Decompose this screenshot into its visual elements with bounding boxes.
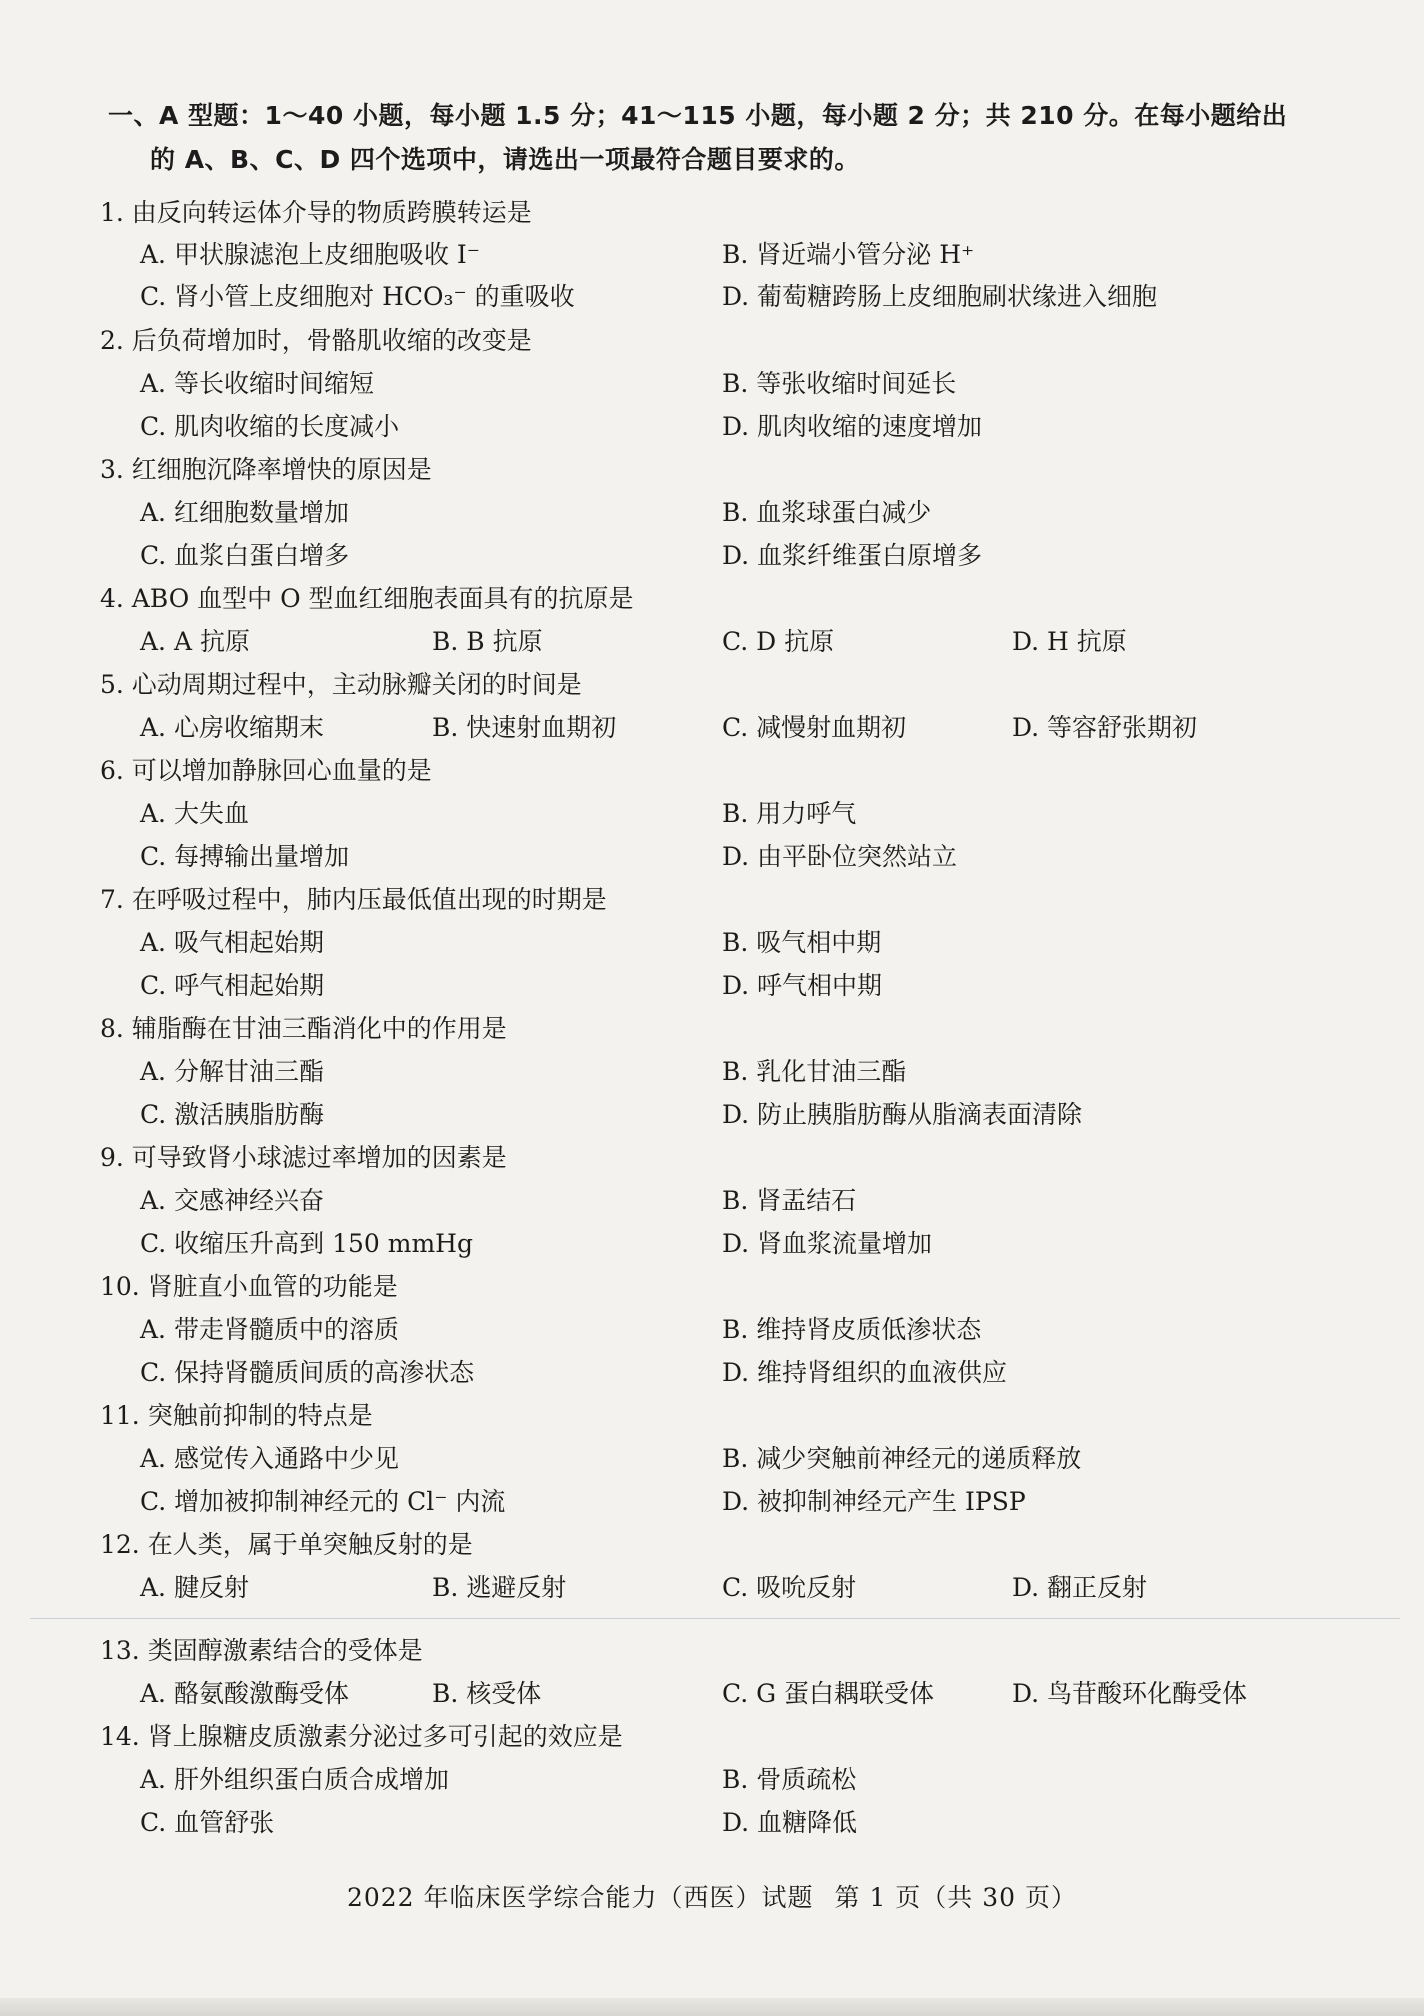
option-b: B. B 抗原 bbox=[432, 627, 543, 656]
option-b: B. 血浆球蛋白减少 bbox=[722, 498, 932, 527]
option-c: C. G 蛋白耦联受体 bbox=[722, 1679, 935, 1708]
option-b: B. 肾盂结石 bbox=[722, 1186, 857, 1215]
footer-exam-title: 2022 年临床医学综合能力（西医）试题 bbox=[346, 1883, 814, 1912]
option-d: D. 被抑制神经元产生 IPSP bbox=[722, 1487, 1026, 1516]
option-c: C. D 抗原 bbox=[722, 627, 835, 656]
option-a: A. 腱反射 bbox=[140, 1573, 249, 1602]
option-c: C. 保持肾髓质间质的高渗状态 bbox=[140, 1358, 475, 1387]
option-d: D. 维持肾组织的血液供应 bbox=[722, 1358, 1008, 1387]
question-stem: 5. 心动周期过程中，主动脉瓣关闭的时间是 bbox=[100, 670, 582, 699]
option-b: B. 用力呼气 bbox=[722, 799, 857, 828]
option-a: A. 分解甘油三酯 bbox=[140, 1057, 324, 1086]
option-d: D. 肌肉收缩的速度增加 bbox=[722, 412, 983, 441]
option-a: A. 吸气相起始期 bbox=[140, 928, 324, 957]
option-c: C. 吸吮反射 bbox=[722, 1573, 857, 1602]
option-b: B. 乳化甘油三酯 bbox=[722, 1057, 907, 1086]
question-stem: 6. 可以增加静脉回心血量的是 bbox=[100, 756, 432, 785]
question-stem: 14. 肾上腺糖皮质激素分泌过多可引起的效应是 bbox=[100, 1722, 623, 1751]
section-header-line1: 一、A 型题：1～40 小题，每小题 1.5 分；41～115 小题，每小题 2 分；共 210 分。在每小题给出 bbox=[108, 101, 1288, 130]
question-stem: 3. 红细胞沉降率增快的原因是 bbox=[100, 455, 432, 484]
option-c: C. 呼气相起始期 bbox=[140, 971, 325, 1000]
question-stem: 2. 后负荷增加时，骨骼肌收缩的改变是 bbox=[100, 326, 532, 355]
option-b: B. 减少突触前神经元的递质释放 bbox=[722, 1444, 1082, 1473]
option-b: B. 快速射血期初 bbox=[432, 713, 617, 742]
option-a: A. 酪氨酸激酶受体 bbox=[140, 1679, 349, 1708]
option-d: D. 由平卧位突然站立 bbox=[722, 842, 958, 871]
option-c: C. 收缩压升高到 150 mmHg bbox=[140, 1229, 473, 1258]
option-b: B. 逃避反射 bbox=[432, 1573, 567, 1602]
option-c: C. 肌肉收缩的长度减小 bbox=[140, 412, 400, 441]
option-d: D. 葡萄糖跨肠上皮细胞刷状缘进入细胞 bbox=[722, 282, 1158, 311]
option-a: A. 感觉传入通路中少见 bbox=[140, 1444, 399, 1473]
option-c: C. 减慢射血期初 bbox=[722, 713, 907, 742]
option-a: A. 大失血 bbox=[140, 799, 249, 828]
option-c: C. 增加被抑制神经元的 Cl⁻ 内流 bbox=[140, 1487, 506, 1516]
option-b: B. 骨质疏松 bbox=[722, 1765, 857, 1794]
option-d: D. 肾血浆流量增加 bbox=[722, 1229, 933, 1258]
question-stem: 9. 可导致肾小球滤过率增加的因素是 bbox=[100, 1143, 507, 1172]
question-stem: 10. 肾脏直小血管的功能是 bbox=[100, 1272, 398, 1301]
option-d: D. 防止胰脂肪酶从脂滴表面清除 bbox=[722, 1100, 1083, 1129]
question-stem: 4. ABO 血型中 O 型血红细胞表面具有的抗原是 bbox=[100, 584, 634, 613]
question-stem: 11. 突触前抑制的特点是 bbox=[100, 1401, 373, 1430]
option-c: C. 激活胰脂肪酶 bbox=[140, 1100, 325, 1129]
page-footer bbox=[0, 1878, 1424, 1914]
section-header-line2: 的 A、B、C、D 四个选项中，请选出一项最符合题目要求的。 bbox=[150, 145, 860, 174]
option-a: A. A 抗原 bbox=[140, 627, 250, 656]
option-d: D. H 抗原 bbox=[1012, 627, 1127, 656]
option-b: B. 等张收缩时间延长 bbox=[722, 369, 957, 398]
option-a: A. 等长收缩时间缩短 bbox=[140, 369, 374, 398]
question-stem: 8. 辅脂酶在甘油三酯消化中的作用是 bbox=[100, 1014, 507, 1043]
option-b: B. 肾近端小管分泌 H⁺ bbox=[722, 240, 975, 269]
option-d: D. 鸟苷酸环化酶受体 bbox=[1012, 1679, 1248, 1708]
footer-page-number: 第 1 页（共 30 页） bbox=[834, 1883, 1078, 1912]
option-b: B. 核受体 bbox=[432, 1679, 542, 1708]
question-stem: 7. 在呼吸过程中，肺内压最低值出现的时期是 bbox=[100, 885, 607, 914]
option-c: C. 血管舒张 bbox=[140, 1808, 275, 1837]
option-a: A. 肝外组织蛋白质合成增加 bbox=[140, 1765, 449, 1794]
option-a: A. 心房收缩期末 bbox=[140, 713, 324, 742]
option-b: B. 吸气相中期 bbox=[722, 928, 882, 957]
option-a: A. 甲状腺滤泡上皮细胞吸收 I⁻ bbox=[140, 240, 480, 269]
option-d: D. 翻正反射 bbox=[1012, 1573, 1148, 1602]
section-header bbox=[108, 94, 1328, 182]
option-d: D. 血浆纤维蛋白原增多 bbox=[722, 541, 983, 570]
option-c: C. 血浆白蛋白增多 bbox=[140, 541, 350, 570]
question-stem: 13. 类固醇激素结合的受体是 bbox=[100, 1636, 423, 1665]
scan-edge bbox=[0, 1998, 1424, 2016]
option-d: D. 等容舒张期初 bbox=[1012, 713, 1198, 742]
option-c: C. 肾小管上皮细胞对 HCO₃⁻ 的重吸收 bbox=[140, 282, 575, 311]
option-d: D. 血糖降低 bbox=[722, 1808, 858, 1837]
question-stem: 1. 由反向转运体介导的物质跨膜转运是 bbox=[100, 198, 532, 227]
option-c: C. 每搏输出量增加 bbox=[140, 842, 350, 871]
option-d: D. 呼气相中期 bbox=[722, 971, 883, 1000]
question-stem: 12. 在人类，属于单突触反射的是 bbox=[100, 1530, 473, 1559]
option-a: A. 交感神经兴奋 bbox=[140, 1186, 324, 1215]
option-a: A. 带走肾髓质中的溶质 bbox=[140, 1315, 399, 1344]
option-b: B. 维持肾皮质低渗状态 bbox=[722, 1315, 982, 1344]
option-a: A. 红细胞数量增加 bbox=[140, 498, 349, 527]
scan-fold-line bbox=[30, 1618, 1400, 1619]
